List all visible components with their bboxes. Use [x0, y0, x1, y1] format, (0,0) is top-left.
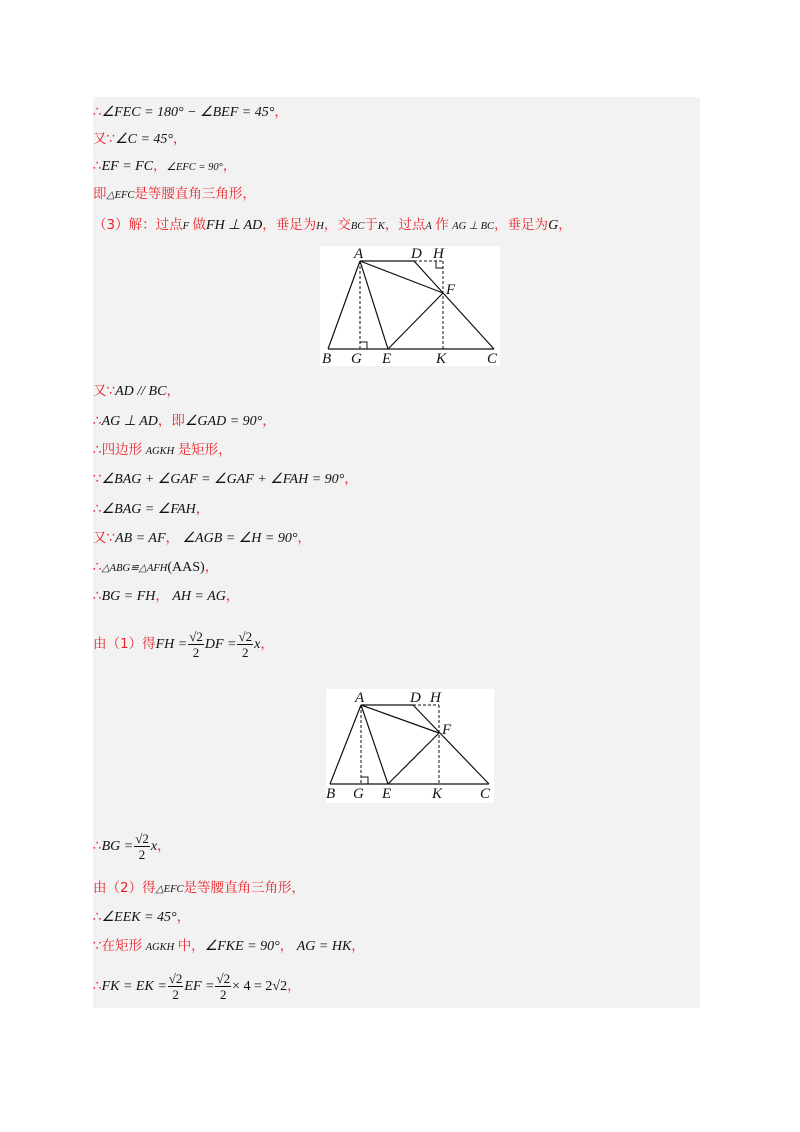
label-E: E: [382, 351, 392, 366]
text: ，垂足为: [262, 217, 317, 233]
line-9: [93, 464, 358, 494]
text: 是等腰直角三角形，: [183, 880, 305, 896]
fraction-numerator: √2: [238, 629, 253, 645]
math: x: [150, 839, 158, 854]
line-2: [93, 124, 187, 154]
text: 由（1）得: [93, 636, 156, 652]
fraction: [215, 972, 231, 1001]
label-G: G: [351, 351, 362, 366]
punct: ，: [166, 383, 180, 399]
because-symbol: ∵: [93, 938, 102, 954]
text: ，: [558, 217, 572, 233]
math: FK = EK =: [101, 979, 167, 994]
math: EF = FC: [101, 159, 154, 174]
label-D: D: [411, 246, 422, 262]
text: 四边形: [101, 442, 143, 458]
label-A: A: [355, 690, 365, 706]
fraction-numerator: √2: [189, 629, 203, 645]
therefore-symbol: ∴: [93, 909, 102, 925]
punct: ，: [165, 530, 179, 546]
math: AGKH: [145, 942, 175, 953]
math: ∠BAG + ∠GAF = ∠GAF + ∠FAH = 90°: [101, 472, 345, 487]
geometry-figure-2: [326, 689, 494, 803]
math: ∠EEK = 45°: [101, 910, 177, 925]
punct: ，: [155, 588, 169, 604]
line-5: [93, 210, 572, 240]
text: ，交: [323, 217, 351, 233]
line-6: [93, 376, 180, 406]
math: A: [425, 221, 432, 232]
line-3: [93, 151, 236, 181]
line-11: [93, 523, 311, 553]
text: 又: [93, 383, 107, 399]
because-symbol: ∵: [93, 471, 102, 487]
text: 中，: [177, 938, 205, 954]
line-12: [93, 552, 218, 582]
therefore-symbol: ∴: [93, 104, 102, 120]
math: AG ⊥ BC: [452, 221, 495, 232]
text: 作: [435, 217, 449, 233]
math: ∠BAG = ∠FAH: [101, 502, 196, 517]
math: FH =: [155, 637, 188, 652]
math: BG = FH: [101, 589, 156, 604]
punct: ，: [287, 978, 301, 994]
math: AGKH: [145, 446, 175, 457]
math: BG =: [101, 839, 134, 854]
line-7: [93, 406, 276, 436]
fraction-denominator: 2: [192, 645, 200, 661]
fraction-numerator: √2: [216, 971, 231, 987]
therefore-symbol: ∴: [93, 158, 102, 174]
fraction-denominator: 2: [172, 987, 179, 1003]
math: AH = AG: [172, 589, 226, 604]
therefore-symbol: ∴: [93, 559, 102, 575]
math: DF =: [204, 637, 237, 652]
because-symbol: ∵: [106, 383, 116, 399]
label-E: E: [382, 786, 392, 802]
label-K: K: [432, 786, 443, 802]
math: ∠FEC = 180° − ∠BEF = 45°: [101, 105, 275, 120]
label-B: B: [322, 351, 332, 366]
math: H: [316, 221, 324, 232]
text: 即: [93, 186, 107, 202]
label-B: B: [326, 786, 336, 802]
math: AG ⊥ AD: [101, 414, 158, 429]
label-F: F: [446, 282, 456, 298]
punct: ，: [225, 588, 240, 604]
math-sqrt: √2: [272, 979, 288, 994]
text: 又: [93, 131, 107, 147]
punct: ，: [297, 530, 311, 546]
line-19: [93, 965, 301, 1007]
text: 又: [93, 530, 107, 546]
line-14: [93, 623, 274, 665]
punct: ，: [260, 636, 274, 652]
math: ∠EFC = 90°: [166, 162, 223, 173]
punct: ，: [274, 104, 288, 120]
math: ∠GAD = 90°: [184, 414, 263, 429]
label-F: F: [442, 722, 452, 738]
math: AG = HK: [296, 939, 352, 954]
label-D: D: [410, 690, 421, 706]
punct: ，: [153, 158, 167, 174]
punct: ，: [351, 938, 365, 954]
because-symbol: ∵: [106, 131, 116, 147]
because-symbol: ∵: [106, 530, 116, 546]
punct: ，: [344, 471, 358, 487]
fraction: [134, 832, 150, 861]
therefore-symbol: ∴: [93, 442, 102, 458]
fraction-numerator: √2: [168, 971, 183, 987]
math: EF =: [184, 979, 215, 994]
punct: ，: [222, 158, 237, 174]
math: ∠C = 45°: [115, 132, 174, 147]
math: △EFC: [106, 190, 135, 201]
math: x: [254, 637, 261, 652]
text: ，过点: [384, 217, 426, 233]
line-13: [93, 581, 239, 611]
text: 是矩形，: [177, 442, 232, 458]
math: △EFC: [155, 884, 184, 895]
math: G: [548, 218, 559, 233]
fraction-denominator: 2: [242, 645, 249, 661]
text: 由（2）得: [93, 880, 156, 896]
fraction-numerator: √2: [135, 831, 149, 847]
punct: ，: [173, 131, 187, 147]
label-H: H: [433, 246, 444, 262]
math: ∠FKE = 90°: [204, 939, 280, 954]
therefore-symbol: ∴: [93, 978, 102, 994]
punct: ，: [195, 501, 210, 517]
line-8: [93, 435, 232, 465]
line-18: [93, 931, 365, 961]
text: （3）解：过点: [93, 217, 183, 233]
text: ，垂足为: [494, 217, 549, 233]
line-16: [93, 873, 305, 903]
punct: ，: [279, 938, 294, 954]
math: F: [182, 221, 190, 232]
fraction-denominator: 2: [138, 847, 146, 863]
answer-sheet: [93, 97, 700, 1008]
text: 做: [192, 217, 207, 233]
punct: ，: [262, 413, 276, 429]
text: 在矩形: [101, 938, 143, 954]
line-4: [93, 179, 256, 209]
punct: ，: [176, 909, 191, 925]
line-10: [93, 494, 209, 524]
fraction: [237, 630, 253, 659]
label-K: K: [436, 351, 447, 366]
text: 是等腰直角三角形，: [134, 186, 256, 202]
label-H: H: [430, 690, 441, 706]
therefore-symbol: ∴: [93, 501, 102, 517]
math: × 4 = 2: [232, 979, 273, 994]
therefore-symbol: ∴: [93, 838, 102, 854]
geometry-figure-1: [320, 246, 500, 366]
text: ，即: [157, 413, 185, 429]
text: 于: [364, 217, 378, 233]
therefore-symbol: ∴: [93, 413, 102, 429]
math: (AAS): [167, 560, 205, 575]
punct: ，: [157, 838, 171, 854]
line-17: [93, 902, 190, 932]
line-15: [93, 825, 171, 867]
math: K: [377, 221, 385, 232]
fraction: [168, 972, 184, 1001]
label-C: C: [487, 351, 498, 366]
label-C: C: [480, 786, 491, 802]
math: BC: [350, 221, 365, 232]
label-G: G: [353, 786, 364, 802]
math: ∠AGB = ∠H = 90°: [182, 531, 298, 546]
math: AB = AF: [115, 531, 166, 546]
therefore-symbol: ∴: [93, 588, 102, 604]
label-A: A: [354, 246, 364, 262]
fraction: [188, 630, 204, 659]
punct: ，: [204, 559, 219, 575]
math: △ABG≌△AFH: [101, 563, 168, 574]
math: FH ⊥ AD: [206, 218, 263, 233]
math: AD // BC: [115, 384, 167, 399]
line-1: [93, 97, 288, 127]
fraction-denominator: 2: [220, 987, 227, 1003]
